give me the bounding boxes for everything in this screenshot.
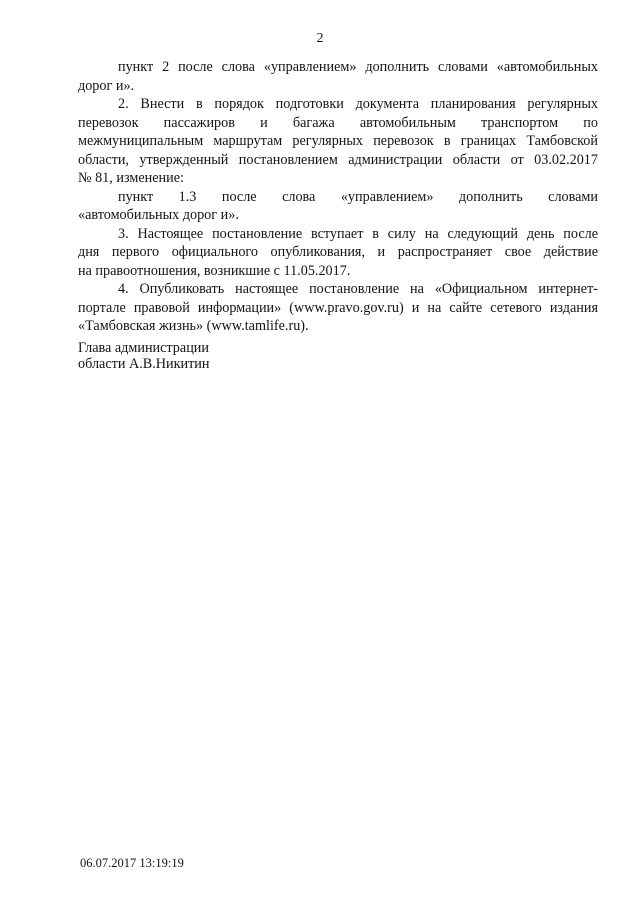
text-line: межмуниципальным маршрутам регулярных перевозок в границах Тамбовской bbox=[78, 133, 598, 149]
paragraph-3 bbox=[78, 225, 598, 281]
text-line: области, утвержденный постановлением администрации области от 03.02.2017 bbox=[78, 151, 598, 168]
print-timestamp: 06.07.2017 13:19:19 bbox=[80, 856, 184, 870]
document-body bbox=[78, 58, 598, 336]
text-line: пункт 2 после слова «управлением» дополнить словами «автомобильных bbox=[118, 59, 598, 75]
text-line: 3. Настоящее постановление вступает в силу на следующий день после bbox=[118, 225, 598, 242]
paragraph-4 bbox=[78, 280, 598, 336]
text-line: перевозок пассажиров и багажа автомобильным транспортом по bbox=[78, 114, 598, 131]
paragraph-2 bbox=[78, 95, 598, 188]
paragraph-2a bbox=[78, 188, 598, 225]
signature-name: области А.В.Никитин bbox=[78, 356, 210, 372]
text-line: 2. Внести в порядок подготовки документа планирования регулярных bbox=[118, 96, 598, 112]
text-line: «Тамбовская жизнь» (www.tamlife.ru). bbox=[78, 318, 309, 334]
text-line: «автомобильных дорог и». bbox=[78, 207, 239, 223]
page-number: 2 bbox=[316, 31, 324, 46]
paragraph-1 bbox=[78, 58, 598, 95]
text-line: на правоотношения, возникшие с 11.05.2017. bbox=[78, 262, 351, 279]
signature-block bbox=[78, 340, 209, 372]
text-line: портале правовой информации» (www.pravo.gov.ru) и на сайте сетевого издания bbox=[78, 299, 598, 316]
text-line: дня первого официального опубликования, и распространяет свое действие bbox=[78, 244, 598, 260]
text-line: 4. Опубликовать настоящее постановление на «Официальном интернет- bbox=[118, 281, 598, 297]
text-line: № 81, изменение: bbox=[78, 170, 184, 186]
text-line: пункт 1.3 после слова «управлением» дополнить словами bbox=[118, 188, 598, 205]
signature-title: Глава администрации bbox=[78, 340, 209, 356]
text-line: дорог и». bbox=[78, 77, 135, 94]
